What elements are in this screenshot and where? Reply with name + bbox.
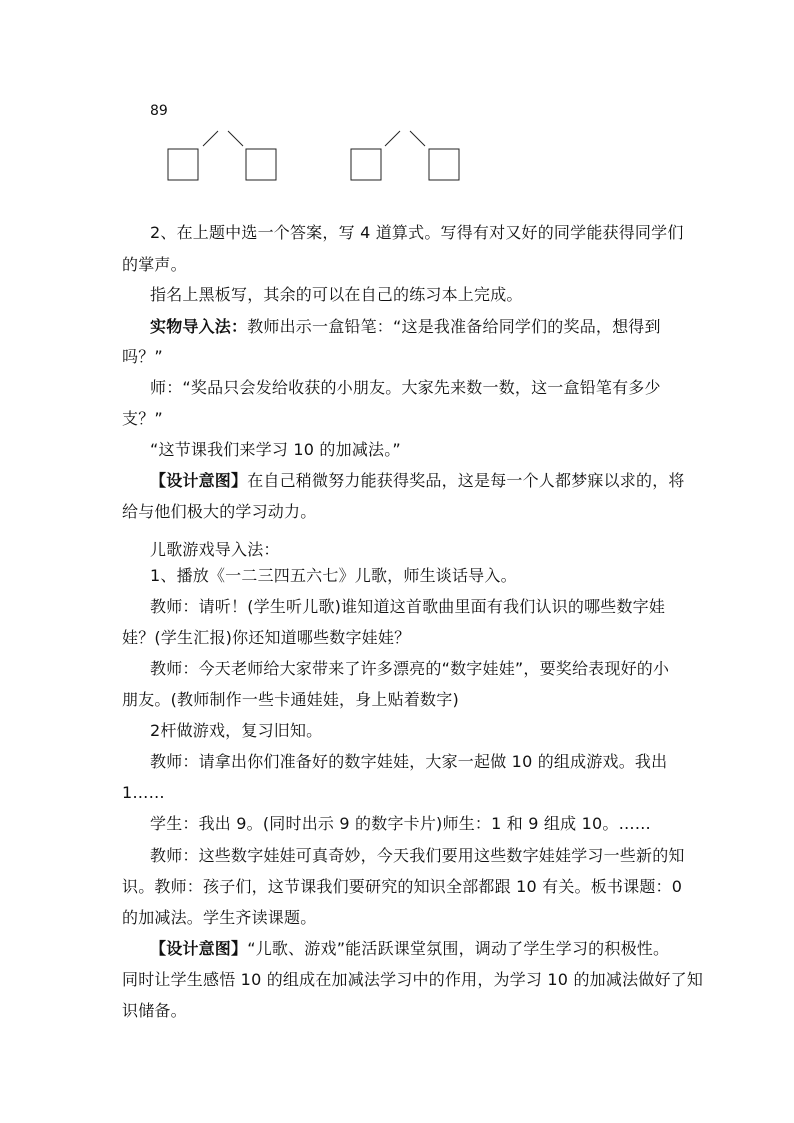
decomposition-diagram	[0, 0, 794, 200]
text-line: 朋友。(教师制作一些卡通娃娃，身上贴着数字)	[122, 690, 459, 709]
text-line: 给与他们极大的学习动力。	[122, 502, 317, 521]
text-line: 娃？(学生汇报)你还知道哪些数字娃娃？	[122, 628, 411, 647]
text-line: 教师：这些数字娃娃可真奇妙，今天我们要用这些数字娃娃学习一些新的知	[150, 846, 685, 865]
text-line: 教师：今天老师给大家带来了许多漂亮的“数字娃娃”，要奖给表现好的小	[150, 659, 670, 678]
text-line: 2杆做游戏，复习旧知。	[150, 721, 323, 740]
bold-heading: 实物导入法：	[150, 317, 248, 336]
answer-box[interactable]	[246, 149, 276, 180]
text-line: 指名上黑板写，其余的可以在自己的练习本上完成。	[150, 285, 523, 304]
text-line: 儿歌游戏导入法：	[150, 540, 280, 559]
text-line: 学生：我出 9。(同时出示 9 的数字卡片)师生：1 和 9 组成 10。……	[150, 814, 651, 833]
text-line: 的加减法。学生齐读课题。	[122, 908, 317, 927]
text-line: 同时让学生感悟 10 的组成在加减法学习中的作用，为学习 10 的加减法做好了知	[122, 970, 704, 989]
bold-heading: 【设计意图】	[150, 939, 248, 958]
text-line: 教师：请拿出你们准备好的数字娃娃，大家一起做 10 的组成游戏。我出	[150, 752, 668, 771]
branch-line-left	[385, 131, 400, 146]
answer-box[interactable]	[351, 149, 381, 180]
text-line: “这节课我们来学习 10 的加减法。”	[150, 440, 401, 459]
text-line: 1……	[122, 783, 165, 802]
branch-line-left	[203, 131, 218, 146]
branch-line-right	[228, 131, 243, 146]
answer-box[interactable]	[429, 149, 459, 180]
text-line: 教师：请听！(学生听儿歌)谁知道这首歌曲里面有我们认识的哪些数字娃	[150, 597, 666, 616]
top-number: 89	[150, 103, 168, 119]
text-line: 的掌声。	[122, 255, 187, 274]
text-line: 1、播放《一二三四五六七》儿歌，师生谈话导入。	[150, 566, 517, 585]
text-line: 识储备。	[122, 1001, 187, 1020]
branch-line-right	[410, 131, 425, 146]
text-line: 【设计意图】“儿歌、游戏”能活跃课堂氛围，调动了学生学习的积极性。	[150, 939, 670, 958]
text-line: 吗？”	[122, 347, 163, 366]
text-line: 支？”	[122, 409, 163, 428]
text-line: 2、在上题中选一个答案，写 4 道算式。写得有对又好的同学能获得同学们	[150, 223, 684, 242]
text-line: 师：“奖品只会发给收获的小朋友。大家先来数一数，这一盒铅笔有多少	[150, 378, 661, 397]
answer-box[interactable]	[168, 149, 198, 180]
text-line: 【设计意图】在自己稍微努力能获得奖品，这是每一个人都梦寐以求的，将	[150, 471, 685, 490]
bold-heading: 【设计意图】	[150, 471, 248, 490]
text-line: 识。教师：孩子们，这节课我们要研究的知识全部都跟 10 有关。板书课题：0	[122, 877, 683, 896]
text-line: 实物导入法：教师出示一盒铅笔：“这是我准备给同学们的奖品，想得到	[150, 317, 661, 336]
